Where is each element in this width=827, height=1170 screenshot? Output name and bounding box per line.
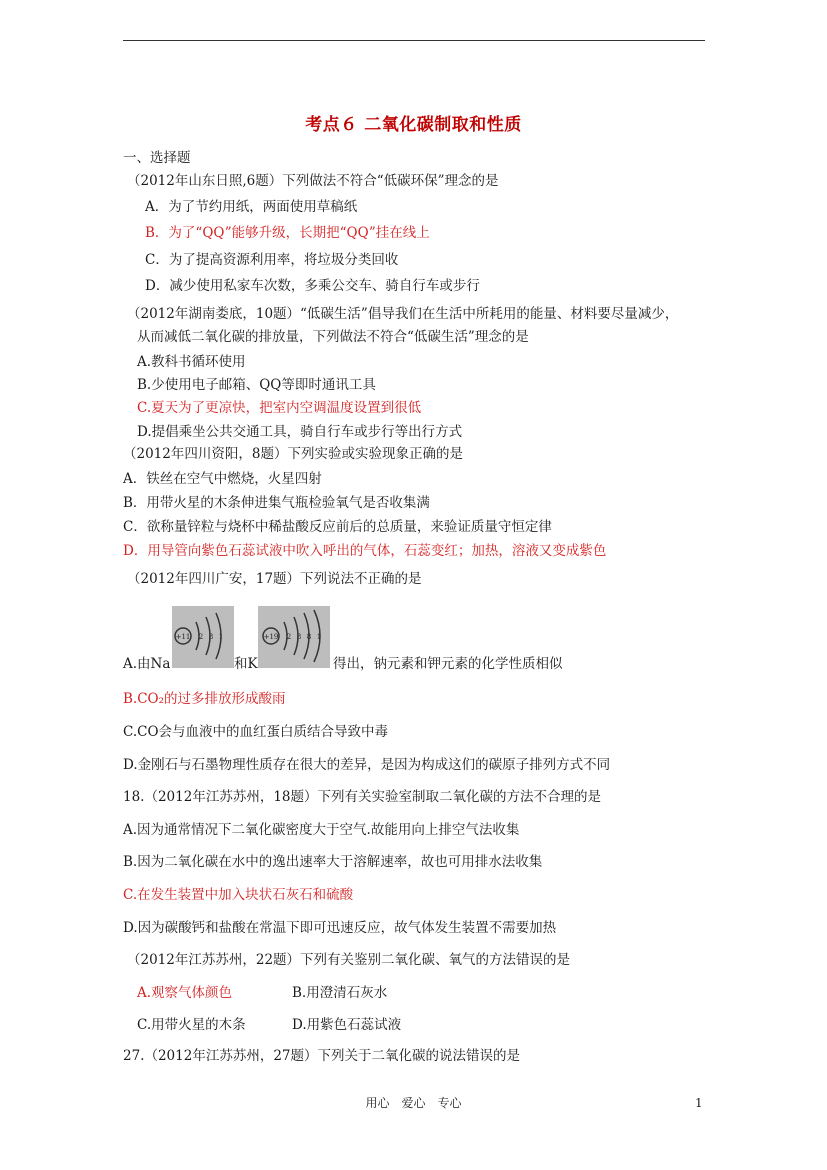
q1-option-b-answer: B．为了“QQ”能够升级，长期把“QQ”挂在线上 <box>145 225 430 241</box>
section-heading: 一、选择题 <box>123 150 191 166</box>
q1-stem: （2012年山东日照,6题）下列做法不符合“低碳环保”理念的是 <box>127 173 499 189</box>
potassium-shell-2: 8 <box>296 633 302 641</box>
q6-option-d: D.用紫色石蕊试液 <box>292 1017 402 1033</box>
q5-option-c-answer: C.在发生装置中加入块状石灰石和硫酸 <box>123 887 354 903</box>
q6-stem: （2012年江苏苏州，22题）下列有关鉴别二氧化碳、氧气的方法错误的是 <box>127 952 571 968</box>
page-title: 考点６ 二氧化碳制取和性质 <box>305 115 522 135</box>
q4-option-a-prefix: A.由Na <box>123 656 171 672</box>
sodium-atom-diagram <box>172 606 234 668</box>
potassium-shell-3: 8 <box>306 633 312 641</box>
sodium-shell-3: 1 <box>218 633 224 641</box>
q2-option-d: D.提倡乘坐公共交通工具，骑自行车或步行等出行方式 <box>137 424 463 440</box>
q3-option-d-answer: D．用导管向紫色石蕊试液中吹入呼出的气体，石蕊变红；加热，溶液又变成紫色 <box>123 543 607 559</box>
potassium-shell-4: 1 <box>316 633 322 641</box>
q6-option-c: C.用带火星的木条 <box>137 1017 246 1033</box>
potassium-shell-1: 2 <box>286 633 292 641</box>
q2-stem-line2: 从而减低二氧化碳的排放量，下列做法不符合“低碳生活”理念的是 <box>137 329 529 345</box>
q4-option-d: D.金刚石与石墨物理性质存在很大的差异，是因为构成这们的碳原子排列方式不同 <box>123 757 611 773</box>
q7-stem: 27.（2012年江苏苏州，27题）下列关于二氧化碳的说法错误的是 <box>123 1048 521 1064</box>
q5-stem: 18.（2012年江苏苏州，18题）下列有关实验室制取二氧化碳的方法不合理的是 <box>123 789 602 805</box>
q5-option-d: D.因为碳酸钙和盐酸在常温下即可迅速反应，故气体发生装置不需要加热 <box>123 920 557 936</box>
q2-option-c-answer: C.夏天为了更凉快，把室内空调温度设置到很低 <box>137 400 422 416</box>
potassium-atom-diagram <box>258 606 330 668</box>
page-footer: 用心 爱心 专心 <box>365 1096 462 1110</box>
q1-option-c: C．为了提高资源利用率，将垃圾分类回收 <box>145 252 399 268</box>
sodium-shell-1: 2 <box>198 633 204 641</box>
q3-option-b: B．用带火星的木条伸进集气瓶检验氧气是否收集满 <box>123 495 430 511</box>
q4-option-a-middle: 和K <box>234 656 258 672</box>
q4-option-b-answer: B.CO₂的过多排放形成酸雨 <box>123 691 286 707</box>
q6-option-a-answer: A.观察气体颜色 <box>137 985 233 1001</box>
q3-option-c: C．欲称量锌粒与烧杯中稀盐酸反应前后的总质量，来验证质量守恒定律 <box>123 519 552 535</box>
sodium-shell-2: 8 <box>208 633 214 641</box>
page-number: 1 <box>695 1096 703 1110</box>
header-rule <box>123 40 705 41</box>
q6-option-b: B.用澄清石灰水 <box>292 985 388 1001</box>
potassium-nucleus-label: +19 <box>263 633 279 641</box>
q1-option-d: D．减少使用私家车次数，多乘公交车、骑自行车或步行 <box>145 278 480 294</box>
q1-option-a: A．为了节约用纸，两面使用草稿纸 <box>145 199 358 215</box>
q3-stem: （2012年四川资阳，8题）下列实验或实验现象正确的是 <box>123 446 463 462</box>
q2-stem-line1: （2012年湖南娄底，10题）“低碳生活”倡导我们在生活中所耗用的能量、材料要尽量减少， <box>127 306 679 322</box>
q4-option-c: C.CO会与血液中的血红蛋白质结合导致中毒 <box>123 724 389 740</box>
q2-option-a: A.教科书循环使用 <box>137 354 246 370</box>
q2-option-b: B.少使用电子邮箱、QQ等即时通讯工具 <box>137 377 376 393</box>
sodium-nucleus-label: +11 <box>175 633 191 641</box>
q5-option-a: A.因为通常情况下二氧化碳密度大于空气.故能用向上排空气法收集 <box>123 822 520 838</box>
q4-stem: （2012年四川广安，17题）下列说法不正确的是 <box>127 571 422 587</box>
q3-option-a: A．铁丝在空气中燃烧，火星四射 <box>123 471 322 487</box>
q5-option-b: B.因为二氧化碳在水中的逸出速率大于溶解速率，故也可用排水法收集 <box>123 854 543 870</box>
q4-option-a-suffix: 得出，钠元素和钾元素的化学性质相似 <box>333 656 563 672</box>
